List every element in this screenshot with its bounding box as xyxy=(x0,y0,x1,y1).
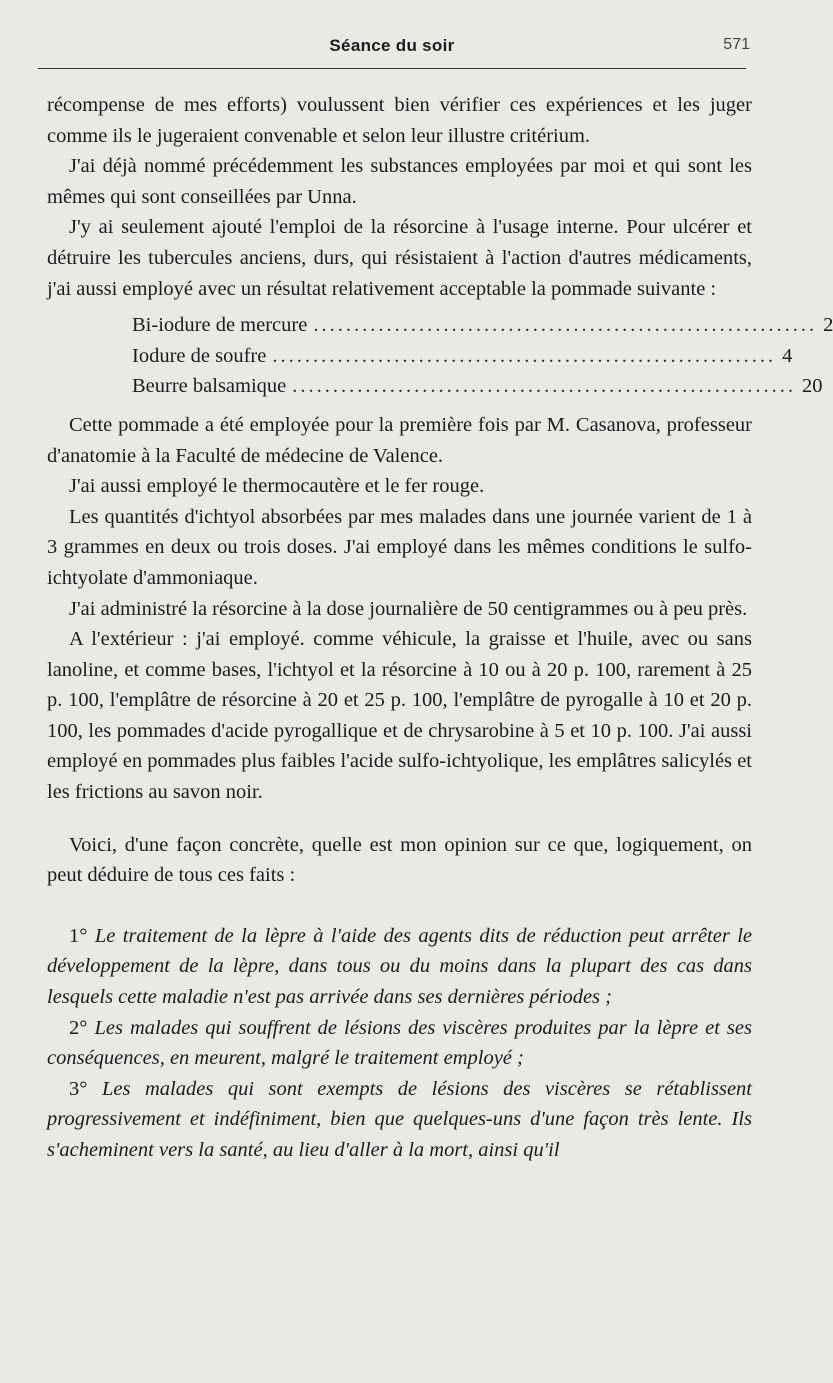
spacer xyxy=(47,891,752,921)
recipe-quantity: 20 xyxy=(802,375,823,398)
conclusion-number: 2° xyxy=(69,1016,88,1039)
conclusion-item xyxy=(47,921,752,1013)
page-number: 571 xyxy=(723,36,750,53)
recipe-ingredient: Beurre balsamique xyxy=(132,375,287,398)
running-head: Séance du soir xyxy=(329,36,455,55)
paragraph: Cette pommade a été employée pour la première fois par M. Casanova, professeur d'anatomie à la Faculté de médecine de Valence. xyxy=(47,413,752,467)
paragraph: A l'extérieur : j'ai employé. comme véhicule, la graisse et l'huile, avec ou sans lanoline, et comme bases, l'ichtyol et la résorcine à 10 ou à 20 p. 100, rarement à 25 p. 100, l'emplâtre de résorcine à 20 et 25 p. 100, l'emplâtre de pyrogalle à 10 et 20 p. 100, les pommades d'acide pyrogallique et de chrysarobine à 5 et 10 p. 100. J'ai aussi employé en pommades plus faibles l'acide sulfo-ichtyolique, les emplâtres salicylés et les frictions au savon noir. xyxy=(47,628,752,804)
conclusion-number: 1° xyxy=(69,924,88,947)
recipe-ingredient: Bi-iodure de mercure xyxy=(132,314,308,337)
paragraph: Voici, d'une façon concrète, quelle est mon opinion sur ce que, logiquement, on peut déduire de tous ces faits : xyxy=(47,833,752,887)
dot-leader: .............................................................. xyxy=(313,314,818,337)
paragraph: récompense de mes efforts) voulussent bien vérifier ces expériences et les juger comme ils le jugeraient convenable et selon leur illustre critérium. xyxy=(47,94,752,147)
recipe-ingredient: Iodure de soufre xyxy=(132,344,267,367)
paragraph: Les quantités d'ichtyol absorbées par mes malades dans une journée varient de 1 à 3 grammes en deux ou trois doses. J'ai employé dans les mêmes conditions le sulfo-ichtyolate d'ammoniaque. xyxy=(47,505,752,589)
conclusion-item xyxy=(47,1013,752,1074)
recipe-quantity: 4 xyxy=(782,344,793,367)
paragraph: J'ai aussi employé le thermocautère et le fer rouge. xyxy=(69,475,485,498)
conclusion-text: Le traitement de la lèpre à l'aide des agents dits de réduction peut arrêter le développement de la lèpre, dans tous ou du moins dans la plupart des cas dans lesquels cette maladie n'est pas arrivée dans ses dernières périodes ; xyxy=(47,924,753,1009)
conclusion-number: 3° xyxy=(69,1077,88,1100)
paragraph: J'ai déjà nommé précédemment les substances employées par moi et qui sont les mêmes qui sont conseillées par Unna. xyxy=(47,155,752,208)
recipe-item xyxy=(132,310,833,341)
body-text xyxy=(47,90,833,1166)
conclusion-item xyxy=(47,1074,752,1166)
recipe-item xyxy=(132,341,793,372)
paragraph: J'ai administré la résorcine à la dose journalière de 50 centigrammes ou à peu près. xyxy=(69,597,748,620)
dot-leader: .............................................................. xyxy=(292,375,797,398)
page-header xyxy=(38,28,750,69)
recipe-item xyxy=(132,371,823,402)
conclusion-text: Les malades qui sont exempts de lésions des viscères se rétablissent progressivement et indéfiniment, bien que quelques-uns d'une façon très lente. Ils s'acheminent vers la santé, au lieu d'aller à la mort, ainsi qu'il xyxy=(47,1077,753,1161)
conclusion-text: Les malades qui souffrent de lésions des viscères produites par la lèpre et ses conséquences, en meurent, malgré le traitement employé ; xyxy=(47,1016,752,1070)
recipe-list xyxy=(132,310,833,402)
dot-leader: .............................................................. xyxy=(272,344,777,367)
recipe-quantity: 2 xyxy=(823,314,833,337)
paragraph: J'y ai seulement ajouté l'emploi de la résorcine à l'usage interne. Pour ulcérer et détruire les tubercules anciens, durs, qui résistaient à l'action d'autres médicaments, j'ai aussi employé avec un résultat relativement acceptable la pommade suivante : xyxy=(47,216,752,300)
spacer xyxy=(47,808,752,830)
